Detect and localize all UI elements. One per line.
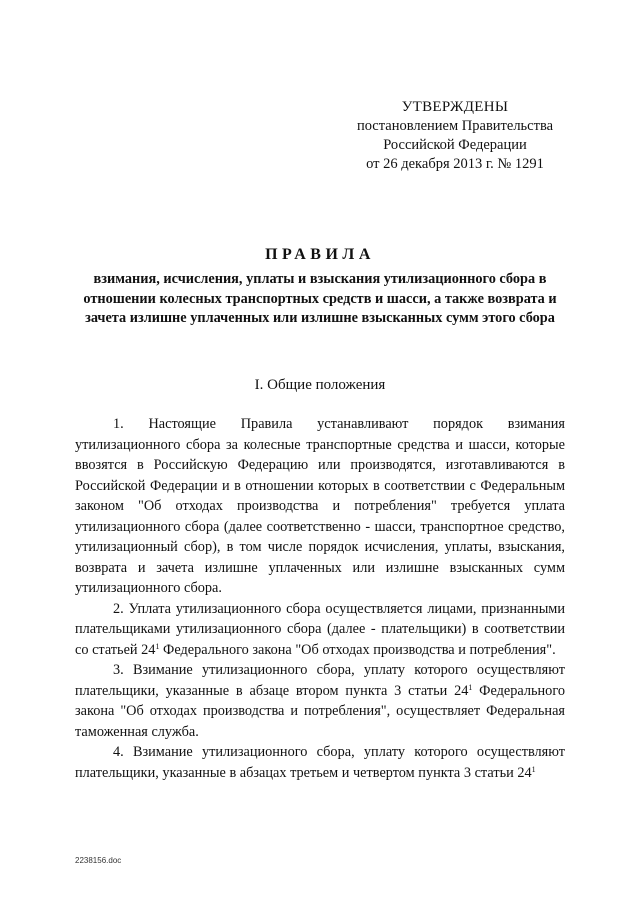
paragraph-4-text: 4. Взимание утилизационного сбора, уплату которого осуществляют плательщики, указанные в абзацах третьем и четвертом пункта 3 статьи 24 bbox=[75, 744, 565, 781]
paragraph-4 bbox=[75, 742, 565, 783]
paragraph-2 bbox=[75, 599, 565, 661]
approval-line-1: постановлением Правительства bbox=[356, 118, 554, 134]
paragraph-3-text-end: Федерального закона "Об отходах производства и потребления", осуществляет Федеральная таможенная служба. bbox=[75, 682, 565, 740]
paragraph-3-text: 3. Взимание утилизационного сбора, уплату которого осуществляют плательщики, указанные в абзаце втором пункта 3 статьи 24 bbox=[75, 662, 565, 699]
section-heading: I. Общие положения bbox=[254, 377, 386, 393]
paragraph-2-text-end: Федерального закона "Об отходах производства и потребления". bbox=[159, 641, 556, 658]
approval-title: УТВЕРЖДЕНЫ bbox=[401, 99, 509, 115]
approval-line-3: от 26 декабря 2013 г. № 1291 bbox=[366, 156, 544, 172]
paragraph-3-superscript: 1 bbox=[468, 682, 473, 692]
body-text bbox=[75, 414, 565, 783]
approval-line-2: Российской Федерации bbox=[383, 137, 527, 153]
paragraph-1: 1. Настоящие Правила устанавливают порядок взимания утилизационного сбора за колесные транспортные средства и шасси, которые ввозятся в Российскую Федерацию или производятся, изготавливаются в Российской Федерации и в отношении которых в соответствии с Федеральным законом "Об отходах производства и потребления" требуется уплата утилизационного сбора (далее соответственно - шасси, транспортное средство, утилизационный сбор), в том числе порядок исчисления, уплаты, взыскания, возврата и зачета излишне уплаченных или излишне взысканных сумм утилизационного сбора. bbox=[75, 416, 565, 596]
paragraph-4-superscript: 1 bbox=[531, 764, 536, 774]
footer-document-id: 2238156.doc bbox=[75, 856, 122, 865]
document-subtitle: взимания, исчисления, уплаты и взыскания утилизационного сбора в отношении колесных транспортных средств и шасси, а также возврата и зачета излишне уплаченных или излишне взысканных сумм этого сбора bbox=[83, 271, 557, 326]
document-title: ПРАВИЛА bbox=[265, 246, 375, 263]
paragraph-3 bbox=[75, 660, 565, 742]
approval-block bbox=[340, 98, 570, 174]
paragraph-2-text: 2. Уплата утилизационного сбора осуществляется лицами, признанными плательщиками утилизационного сбора (далее - плательщики) в соответствии со статьей 24 bbox=[75, 600, 565, 658]
paragraph-2-superscript: 1 bbox=[155, 641, 160, 651]
